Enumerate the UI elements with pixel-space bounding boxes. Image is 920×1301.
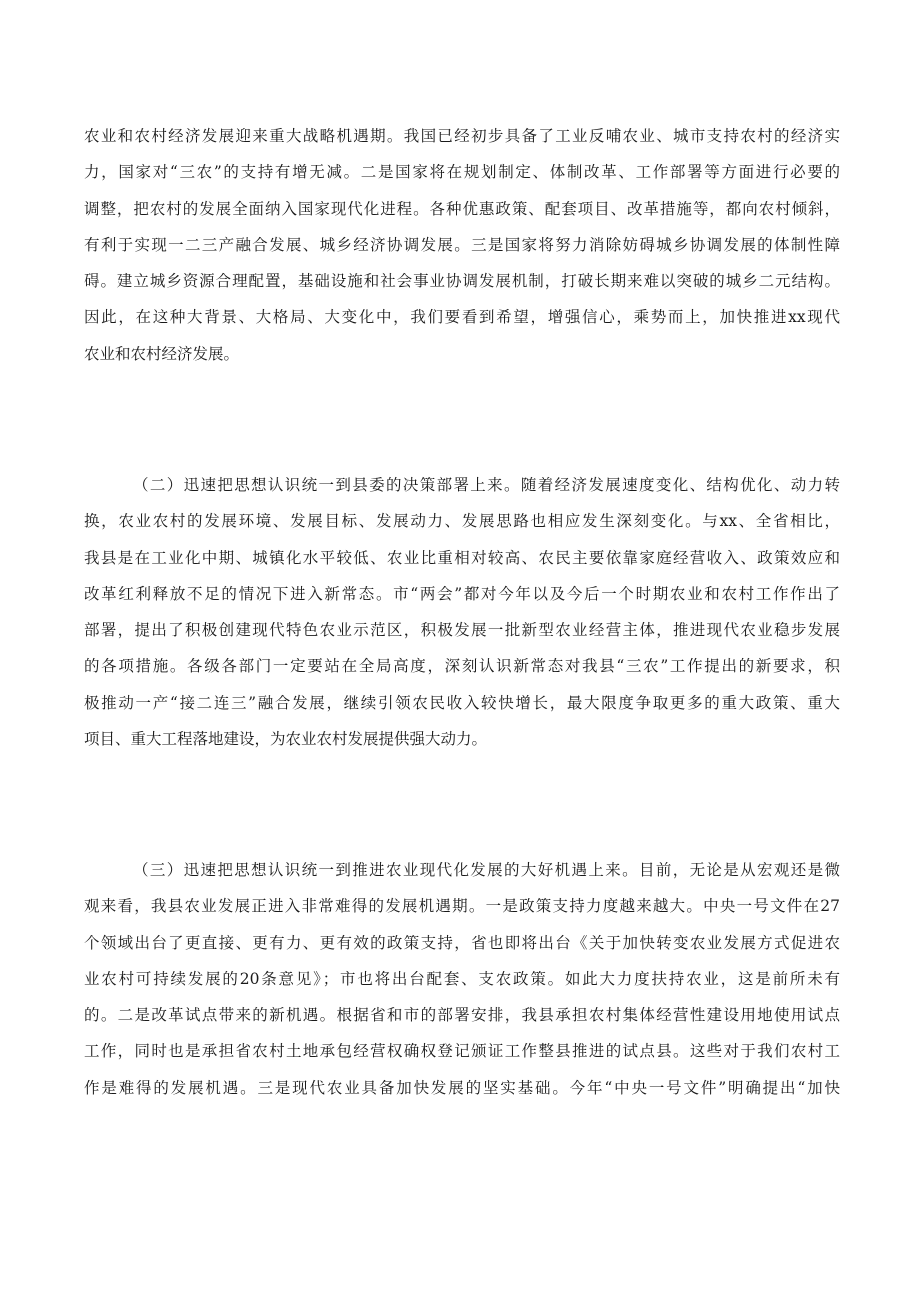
text-line: （三）迅速把思想认识统一到推进农业现代化发展的大好机遇上来。目前，无论是从宏观还是微	[133, 861, 840, 879]
paragraph-3	[84, 852, 840, 1106]
text-line: 因此，在这种大背景、大格局、大变化中，我们要看到希望，增强信心，乘势而上，加快推进xx现代	[84, 308, 840, 327]
paragraph-2	[84, 467, 840, 757]
text-line: 调整，把农村的发展全面纳入国家现代化进程。各种优惠政策、配套项目、改革措施等，都向农村倾斜，	[84, 199, 840, 218]
text-line: 碍。建立城乡资源合理配置，基础设施和社会事业协调发展机制，打破长期来难以突破的城乡二元结构。	[84, 272, 840, 291]
text-line: 作是难得的发展机遇。三是现代农业具备加快发展的坚实基础。今年“中央一号文件”明确提出“加快	[84, 1078, 840, 1097]
text-line: 农业和农村经济发展。	[84, 344, 240, 363]
text-line: 的各项措施。各级各部门一定要站在全局高度，深刻认识新常态对我县“三农”工作提出的新要求，积	[84, 657, 840, 676]
text-line: 部署，提出了积极创建现代特色农业示范区，积极发展一批新型农业经营主体，推进现代农业稳步发展	[84, 621, 840, 640]
text-line: 个领域出台了更直接、更有力、更有效的政策支持，省也即将出台《关于加快转变农业发展方式促进农	[84, 933, 840, 952]
text-line: 观来看，我县农业发展正进入非常难得的发展机遇期。一是政策支持力度越来越大。中央一号文件在27	[84, 897, 840, 916]
text-line: 力，国家对“三农”的支持有增无减。二是国家将在规划制定、体制改革、工作部署等方面进行必要的	[84, 163, 840, 182]
text-line: 改革红利释放不足的情况下进入新常态。市“两会”都对今年以及今后一个时期农业和农村工作作出了	[84, 584, 840, 603]
text-line: 业农村可持续发展的20条意见》；市也将出台配套、支农政策。如此大力度扶持农业，这是前所未有	[84, 969, 840, 988]
paragraph-1	[84, 118, 840, 372]
text-line: 极推动一产“接二连三”融合发展，继续引领农民收入较快增长，最大限度争取更多的重大政策、重大	[84, 693, 840, 712]
text-line: 有利于实现一二三产融合发展、城乡经济协调发展。三是国家将努力消除妨碍城乡协调发展的体制性障	[84, 235, 840, 254]
text-line: 我县是在工业化中期、城镇化水平较低、农业比重相对较高、农民主要依靠家庭经营收入、政策效应和	[84, 548, 840, 567]
text-line: （二）迅速把思想认识统一到县委的决策部署上来。随着经济发展速度变化、结构优化、动力转	[133, 476, 840, 494]
text-line: 农业和农村经济发展迎来重大战略机遇期。我国已经初步具备了工业反哺农业、城市支持农村的经济实	[84, 127, 840, 145]
text-line: 项目、重大工程落地建设，为农业农村发展提供强大动力。	[84, 730, 488, 749]
text-line: 的。二是改革试点带来的新机遇。根据省和市的部署安排，我县承担农村集体经营性建设用地使用试点	[84, 1006, 840, 1025]
text-line: 换，农业农村的发展环境、发展目标、发展动力、发展思路也相应发生深刻变化。与xx、全省相比，	[84, 512, 840, 531]
text-line: 工作，同时也是承担省农村土地承包经营权确权登记颁证工作整县推进的试点县。这些对于我们农村工	[84, 1042, 840, 1061]
